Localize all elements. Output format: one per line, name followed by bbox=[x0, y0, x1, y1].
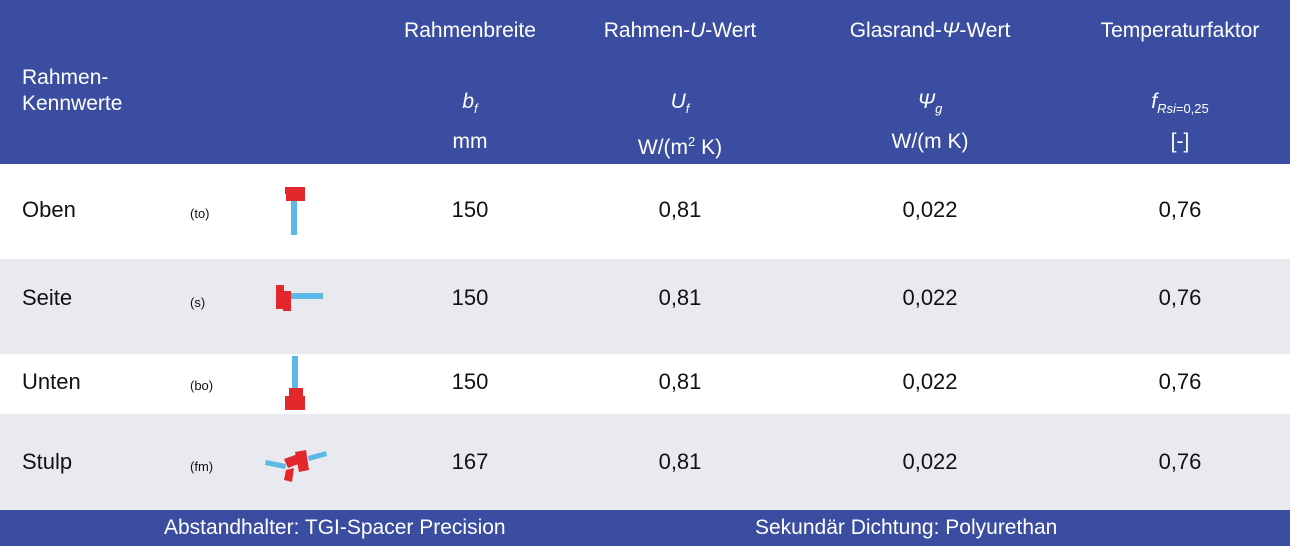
frame-side-icon bbox=[270, 281, 330, 317]
cell-uvalue: 0,81 bbox=[658, 285, 702, 310]
col-header-tempfactor: Temperaturfaktor bbox=[1100, 19, 1260, 42]
row-code: (fm) bbox=[190, 459, 214, 474]
row-name: Unten bbox=[22, 369, 81, 394]
col-unit-width: mm bbox=[452, 130, 488, 153]
row-name: Stulp bbox=[22, 449, 73, 474]
cell-tempfactor: 0,76 bbox=[1158, 197, 1202, 222]
cell-width: 167 bbox=[451, 449, 489, 474]
cell-uvalue: 0,81 bbox=[658, 197, 702, 222]
cell-psivalue: 0,022 bbox=[902, 285, 958, 310]
table-header bbox=[0, 0, 1290, 164]
col-unit-uvalue: $W/(m^2$ K) bbox=[637, 134, 723, 159]
row-code: (bo) bbox=[190, 378, 214, 393]
row-name: Oben bbox=[22, 197, 76, 222]
col-header-uvalue: Rahmen-U-Wert bbox=[603, 19, 757, 42]
col-symbol-width: $b_f$ bbox=[462, 90, 478, 117]
frame-bottom-icon bbox=[275, 354, 315, 412]
col-unit-psivalue: W/(m K) bbox=[891, 130, 969, 153]
table-row bbox=[0, 164, 1290, 259]
cell-psivalue: 0,022 bbox=[902, 197, 958, 222]
col-symbol-uvalue: $U_f$ bbox=[670, 90, 690, 117]
col-symbol-psivalue: $\Psi_g$ bbox=[917, 90, 943, 117]
cell-tempfactor: 0,76 bbox=[1158, 449, 1202, 474]
title-line1: Rahmen- bbox=[22, 66, 109, 89]
spacer-info: Abstandhalter: TGI-Spacer Precision bbox=[164, 516, 506, 539]
row-code: (s) bbox=[190, 295, 206, 310]
cell-uvalue: 0,81 bbox=[658, 449, 702, 474]
row-name: Seite bbox=[22, 285, 73, 310]
col-symbol-tempfactor: $f_{Rsi=0,25}$ bbox=[1151, 90, 1209, 117]
cell-width: 150 bbox=[451, 197, 489, 222]
table-row bbox=[0, 259, 1290, 354]
sealant-info: Sekundär Dichtung: Polyurethan bbox=[755, 516, 1058, 539]
title-line2: Kennwerte bbox=[22, 92, 123, 115]
col-unit-tempfactor: [-] bbox=[1170, 130, 1190, 153]
frame-mullion-icon bbox=[264, 448, 334, 488]
cell-width: 150 bbox=[451, 285, 489, 310]
cell-tempfactor: 0,76 bbox=[1158, 285, 1202, 310]
cell-uvalue: 0,81 bbox=[658, 369, 702, 394]
cell-psivalue: 0,022 bbox=[902, 369, 958, 394]
cell-tempfactor: 0,76 bbox=[1158, 369, 1202, 394]
table-footer bbox=[0, 510, 1290, 546]
cell-psivalue: 0,022 bbox=[902, 449, 958, 474]
cell-width: 150 bbox=[451, 369, 489, 394]
col-header-width: Rahmenbreite bbox=[404, 19, 536, 42]
frame-top-icon bbox=[275, 187, 315, 237]
table-row bbox=[0, 414, 1290, 510]
col-header-psivalue: Glasrand-Ψ-Wert bbox=[849, 19, 1011, 42]
row-code: (to) bbox=[190, 206, 210, 221]
